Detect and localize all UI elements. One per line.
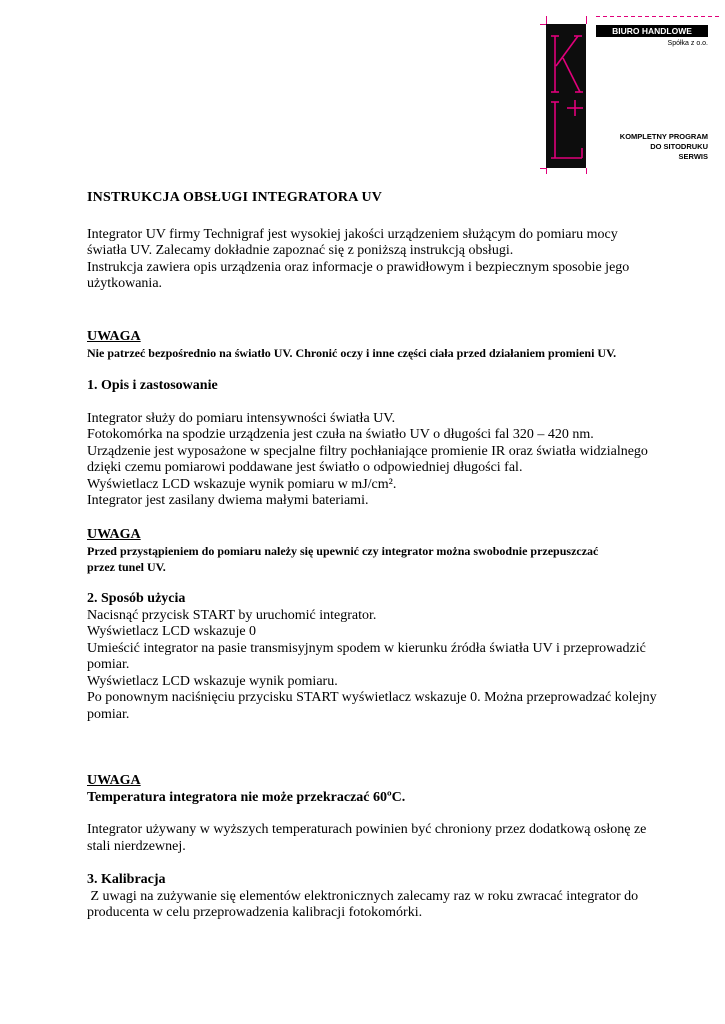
section-heading: 3. Kalibracja bbox=[87, 872, 166, 887]
document-body bbox=[87, 190, 687, 922]
section-line: pomiar. bbox=[87, 706, 130, 722]
crop-mark bbox=[540, 168, 546, 169]
temperature-note-line: stali nierdzewnej. bbox=[87, 838, 186, 854]
warning-text: przez tunel UV. bbox=[87, 560, 166, 574]
crop-mark-dashed bbox=[596, 16, 720, 17]
section-line: Integrator służy do pomiaru intensywności światła UV. bbox=[87, 410, 396, 426]
warning-heading: UWAGA bbox=[87, 526, 141, 542]
crop-mark bbox=[546, 16, 547, 24]
intro-line: użytkowania. bbox=[87, 276, 163, 291]
warning-heading: UWAGA bbox=[87, 328, 141, 344]
warning-text: Przed przystąpieniem do pomiaru należy się upewnić czy integrator można swobodnie przepuszczać bbox=[87, 544, 599, 558]
logo-company-name: BIURO HANDLOWE POLSKA bbox=[596, 25, 708, 37]
company-logo bbox=[540, 10, 720, 170]
intro-line: Instrukcja zawiera opis urządzenia oraz informacje o prawidłowym i bezpiecznym sposobie jego bbox=[87, 259, 630, 275]
document-title: INSTRUKCJA OBSŁUGI INTEGRATORA UV bbox=[87, 190, 383, 205]
section-line: Wyświetlacz LCD wskazuje wynik pomiaru. bbox=[87, 673, 338, 689]
section-heading: 1. Opis i zastosowanie bbox=[87, 378, 218, 393]
warning-heading: UWAGA bbox=[87, 773, 141, 788]
crop-mark bbox=[546, 168, 547, 174]
section-line: pomiar. bbox=[87, 657, 130, 672]
temperature-note-line: Integrator używany w wyższych temperaturach powinien być chroniony przez dodatkową osłonę ze bbox=[87, 822, 647, 837]
tagline-line: DO SITODRUKU bbox=[650, 142, 708, 151]
kl-monogram bbox=[546, 30, 586, 165]
section-line: Fotokomórka na spodzie urządzenia jest czuła na światło UV o długości fal 320 – 420 nm. bbox=[87, 427, 594, 442]
section-heading: 2. Sposób użycia bbox=[87, 591, 186, 606]
section-line: Wyświetlacz LCD wskazuje 0 bbox=[87, 624, 257, 639]
warning-text: Nie patrzeć bezpośrednio na światło UV. Chronić oczy i inne części ciała przed działaniem promieni UV. bbox=[87, 346, 617, 360]
section-line: Nacisnąć przycisk START by uruchomić integrator. bbox=[87, 607, 377, 623]
intro-line: światła UV. Zalecamy dokładnie zapoznać się z poniższą instrukcją obsługi. bbox=[87, 243, 514, 258]
crop-mark bbox=[586, 16, 587, 24]
section-line: Wyświetlacz LCD wskazuje wynik pomiaru w mJ/cm². bbox=[87, 476, 397, 492]
tagline-line: KOMPLETNY PROGRAM bbox=[619, 132, 708, 141]
logo-tagline bbox=[620, 132, 708, 162]
section-line: Z uwagi na zużywanie się elementów elektronicznych zalecamy raz w roku zwracać integrator do bbox=[87, 888, 639, 904]
section-line: Po ponownym naciśnięciu przycisku START wyświetlacz wskazuje 0. Można przeprowadzać kolejny bbox=[87, 690, 657, 705]
section-line: producenta w celu przeprowadzenia kalibracji fotokomórki. bbox=[87, 905, 423, 920]
intro-line: Integrator UV firmy Technigraf jest wysokiej jakości urządzeniem służącym do pomiaru mocy bbox=[87, 226, 618, 242]
warning-text: Temperatura integratora nie może przekraczać 60ºC. bbox=[87, 789, 406, 805]
section-line: dzięki czemu pomiarowi poddawane jest światło o odpowiedniej długości fal. bbox=[87, 460, 523, 475]
tagline-line: SERWIS bbox=[678, 152, 708, 161]
logo-company-subtitle: Spółka z o.o. bbox=[667, 40, 708, 47]
section-line: Umieścić integrator na pasie transmisyjnym spodem w kierunku źródła światła UV i przeprowadzić bbox=[87, 640, 646, 656]
section-line: Urządzenie jest wyposażone w specjalne filtry pochłaniające promienie IR oraz światła widzialnego bbox=[87, 443, 648, 459]
crop-mark bbox=[586, 168, 587, 174]
section-line: Integrator jest zasilany dwiema małymi bateriami. bbox=[87, 493, 369, 508]
